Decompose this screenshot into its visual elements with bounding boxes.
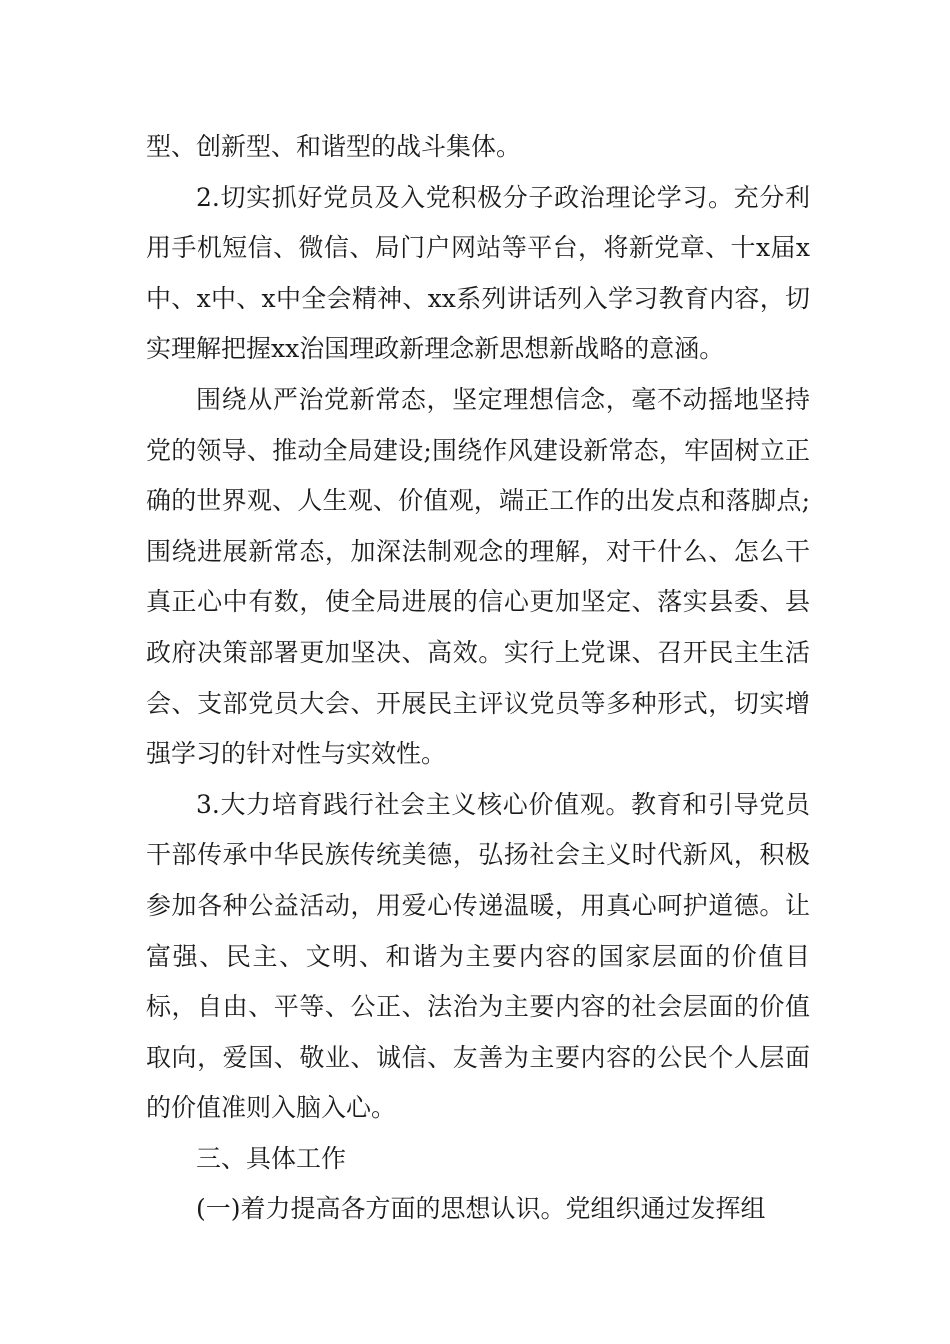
document-body — [146, 122, 810, 1235]
paragraph-surrounding: 围绕从严治党新常态，坚定理想信念，毫不动摇地坚持党的领导、推动全局建设;围绕作风建设新常态，牢固树立正确的世界观、人生观、价值观，端正工作的出发点和落脚点;围绕进展新常态，加深法制观念的理解，对干什么、怎么干真正心中有数，使全局进展的信心更加坚定、落实县委、县政府决策部署更加坚决、高效。实行上党课、召开民主生活会、支部党员大会、开展民主评议党员等多种形式，切实增强学习的针对性与实效性。 — [146, 384, 810, 769]
paragraph-item-3: 3.大力培育践行社会主义核心价值观。教育和引导党员干部传承中华民族传统美德，弘扬社会主义时代新风，积极参加各种公益活动，用爱心传递温暖，用真心呵护道德。让富强、民主、文明、和谐为主要内容的国家层面的价值目标，自由、平等、公正、法治为主要内容的社会层面的价值取向，爱国、敬业、诚信、友善为主要内容的公民个人层面的价值准则入脑入心。 — [146, 789, 810, 1123]
paragraph-item-2: 2.切实抓好党员及入党积极分子政治理论学习。充分利用手机短信、微信、局门户网站等平台，将新党章、十x届x中、x中、x中全会精神、xx系列讲话列入学习教育内容，切实理解把握xx治国理政新理念新思想新战略的意涵。 — [146, 182, 810, 364]
paragraph-subsection-1: (一)着力提高各方面的思想认识。党组织通过发挥组 — [196, 1194, 766, 1224]
section-heading-3: 三、具体工作 — [196, 1143, 347, 1173]
paragraph-continuation: 型、创新型、和谐型的战斗集体。 — [146, 132, 522, 161]
